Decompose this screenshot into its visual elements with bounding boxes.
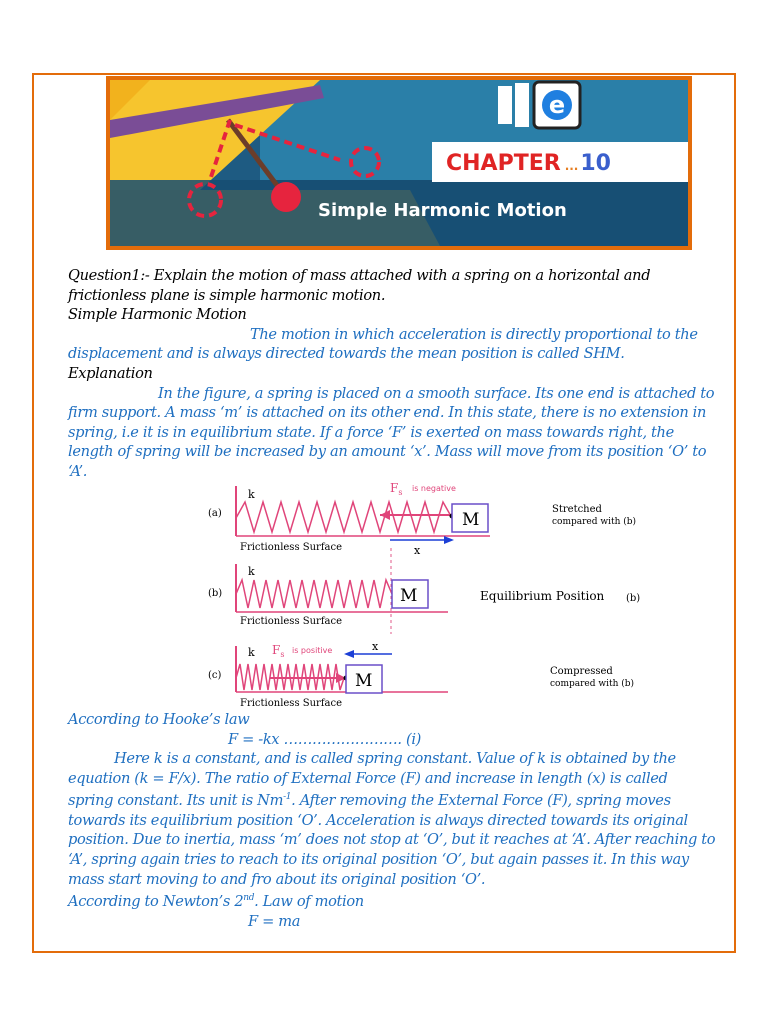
question-block — [68, 266, 728, 482]
shm-definition-line-2: displacement and is always directed towards the mean position is called SHM. — [68, 345, 625, 363]
svg-text:M: M — [462, 510, 480, 530]
spring-figure-svg — [200, 478, 650, 712]
svg-text:(a): (a) — [208, 508, 222, 519]
explanation-line-1: In the figure, a spring is placed on a smooth surface. Its one end is attached to — [158, 384, 715, 402]
explanation-line-4: length of spring will be increased by an amount ‘x’. Mass will move from its position ‘O’ to — [68, 443, 707, 461]
hooke-heading: According to Hooke’s law — [68, 711, 250, 728]
chapter-banner — [106, 76, 692, 250]
question-line-1: Question1:- Explain the motion of mass attached with a spring on a horizontal and — [68, 267, 651, 284]
hooke-line-6: ‘A’, spring again tries to reach to its original position ‘O’, but again passes it. In this way — [68, 851, 689, 869]
hooke-line-1: Here k is a constant, and is called spring constant. Value of k is obtained by the — [114, 750, 676, 768]
hooke-line-3: spring constant. Its unit is $Nm^{-1}$. After removing the External Force (F), spring moves — [68, 792, 671, 810]
explanation-line-5: ‘A’. — [68, 462, 88, 480]
spring-mass-figure — [200, 478, 650, 712]
explanation-line-3: spring, i.e it is in equilibrium state. If a force ‘F’ is exerted on mass towards right, the — [68, 423, 674, 441]
svg-text:(b): (b) — [208, 588, 223, 599]
svg-text:k: k — [248, 488, 255, 501]
svg-text:Compressed: Compressed — [550, 666, 613, 677]
svg-text:M: M — [355, 671, 373, 691]
svg-text:e: e — [548, 91, 566, 119]
hooke-line-5: position. Due to inertia, mass ‘m’ does not stop at ‘O’, but it reaches at ‘A’. After reaching to — [68, 831, 716, 849]
hooke-line-2: equation (k = F/x). The ratio of External Force (F) and increase in length (x) is called — [68, 769, 668, 787]
svg-text:Frictionless Surface: Frictionless Surface — [240, 542, 343, 553]
svg-text:Frictionless Surface: Frictionless Surface — [240, 616, 343, 627]
svg-text:(b): (b) — [626, 593, 641, 604]
tablet-logo-icon — [498, 82, 580, 128]
svg-text:compared with (b): compared with (b) — [550, 679, 635, 689]
svg-text:Fs: $F_s$ — [390, 481, 403, 497]
banner-graphic — [110, 80, 688, 246]
svg-text:is positive: is positive — [292, 646, 333, 655]
svg-text:Equilibrium Position: Equilibrium Position — [480, 589, 605, 603]
svg-text:(c): (c) — [208, 670, 222, 681]
explanation-line-2: firm support. A mass ‘m’ is attached on its other end. In this state, there is no extension in — [68, 404, 707, 422]
hooke-line-7: mass start moving to and fro about its original position ‘O’. — [68, 870, 486, 888]
svg-text:Frictionless Surface: Frictionless Surface — [240, 698, 343, 709]
hooke-equation: F = -kx ……………………. (i) — [228, 730, 422, 748]
svg-text:Stretched: Stretched — [552, 504, 602, 515]
newton-equation: F = ma — [248, 912, 301, 930]
shm-definition-line-1: The motion in which acceleration is directly proportional to the — [250, 325, 698, 343]
hooke-block — [68, 710, 728, 931]
svg-text:Fs: $F_s$ — [272, 643, 285, 659]
svg-text:k: k — [248, 565, 255, 578]
svg-text:M: M — [400, 586, 418, 606]
shm-heading: Simple Harmonic Motion — [68, 306, 247, 324]
svg-text:compared with (b): compared with (b) — [552, 517, 637, 527]
banner-subtitle: Simple Harmonic Motion — [318, 200, 567, 221]
pendulum-bob-icon — [271, 182, 301, 212]
hooke-line-4: towards its equilibrium position ‘O’. Acceleration is always directed towards its original — [68, 811, 688, 829]
chapter-label: CHAPTER ...10 — [446, 151, 611, 176]
newton-heading: According to Newton’s 2nd. Law of motion — [68, 893, 364, 911]
spring-b-icon — [236, 580, 392, 608]
svg-text:x: x — [414, 544, 421, 557]
spring-a-icon — [236, 502, 452, 532]
question-line-2: frictionless plane is simple harmonic motion. — [68, 286, 386, 304]
svg-text:x: x — [372, 640, 379, 653]
explanation-heading: Explanation — [68, 364, 153, 382]
svg-text:k: k — [248, 646, 255, 659]
svg-text:is negative: is negative — [412, 484, 456, 493]
